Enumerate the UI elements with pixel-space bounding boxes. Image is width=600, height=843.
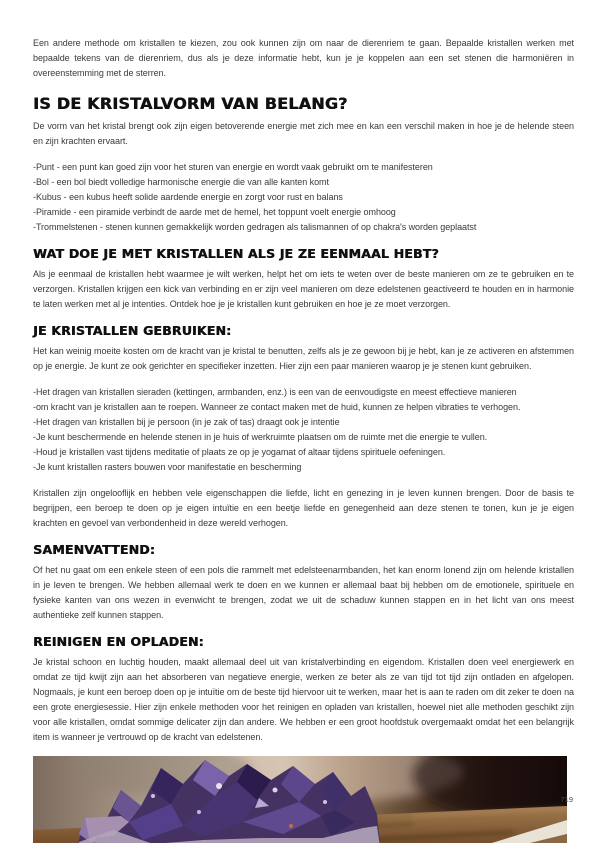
heading-wat-doe-je: WAT DOE JE MET KRISTALLEN ALS JE ZE EENMAAL HEBT? bbox=[33, 246, 439, 261]
page-content bbox=[33, 36, 574, 843]
amethyst-photo-graphic bbox=[33, 756, 567, 843]
kristalvorm-paragraph: De vorm van het kristal brengt ook zijn eigen betoverende energie met zich mee en kan een verschil maken in hoe je de helende steen en zijn krachten ervaart. bbox=[33, 121, 574, 146]
shape-list bbox=[33, 160, 574, 235]
reinigen-paragraph: Je kristal schoon en luchtig houden, maakt allemaal deel uit van kristalverbinding en eigendom. Kristallen doen veel energiewerk en omdat ze tijd kwijt zijn aan het absorberen van negatieve energie, werken ze beter als ze van tijd tot tijd zijn ontladen en afgelopen. Nogmaals, je kunt een beroep doen op je intuïtie om de beste tijd hiervoor uit te werken, maar het is aan te raden om dit zeker te doen na een grote energiesessie. Hier zijn enkele methoden voor het reinigen en opladen van kristallen, hoewel niet alle methoden geschikt zijn voor alle kristallen, omdat sommige delicater zijn dan andere. We hebben er een groot hoofdstuk overgemaakt omdat het een belangrijk item is wanneer je vertrouwd op de kracht van edelstenen. bbox=[33, 657, 574, 742]
list-item: -om kracht van je kristallen aan te roepen. Wanneer ze contact maken met de huid, kunnen ze helpen vibraties te verhogen. bbox=[33, 402, 521, 412]
list-item: -Je kunt beschermende en helende stenen in je huis of werkruimte plaatsen om de ruimte met die energie te vullen. bbox=[33, 432, 488, 442]
list-item: -Piramide - een piramide verbindt de aarde met de hemel, het toppunt voelt energie omhoog bbox=[33, 207, 396, 217]
page-number: 719 bbox=[560, 795, 573, 804]
list-item: -Kubus - een kubus heeft solide aardende energie en zorgt voor rust en balans bbox=[33, 192, 343, 202]
list-item: -Bol - een bol biedt volledige harmonische energie die van alle kanten komt bbox=[33, 177, 329, 187]
amethyst-photo bbox=[33, 756, 567, 843]
heading-reinigen: REINIGEN EN OPLADEN: bbox=[33, 634, 204, 649]
list-item: -Trommelstenen - stenen kunnen gemakkelijk worden gedragen als talismannen of op chakra's worden geplaatst bbox=[33, 222, 477, 232]
list-item: -Het dragen van kristallen sieraden (kettingen, armbanden, enz.) is een van de eenvoudigste en meest effectieve manieren bbox=[33, 387, 517, 397]
heading-gebruiken: JE KRISTALLEN GEBRUIKEN: bbox=[33, 323, 232, 338]
list-item: -Houd je kristallen vast tijdens meditatie of plaats ze op je yogamat of altaar tijdens spirituele oefeningen. bbox=[33, 447, 446, 457]
list-item: -Punt - een punt kan goed zijn voor het sturen van energie en wordt vaak gebruikt om te manifesteren bbox=[33, 162, 433, 172]
list-item: -Het dragen van kristallen bij je persoon (in je zak of tas) draagt ook je intentie bbox=[33, 417, 340, 427]
gebruiken-closing-paragraph: Kristallen zijn ongelooflijk en hebben vele eigenschappen die liefde, licht en genezing in je leven kunnen brengen. Door de basis te begrijpen, een beroep te doen op je eigen intuïtie en een beetje liefde en genegenheid aan deze stenen te tonen, kun je je eigen krachten en gevoel van verbondenheid in deze wereld verhogen. bbox=[33, 488, 574, 528]
wat-doe-je-paragraph: Als je eenmaal de kristallen hebt waarmee je wilt werken, helpt het om iets te weten over de beste manieren om ze te gebruiken en te verzorgen. Kristallen krijgen een kick van verbinding en er zijn veel manieren om deze edelstenen geactiveerd te houden en in harmonie te laten werken met al je intenties. Ontdek hoe je je kristallen kunt gebruiken en hoe je ze moet verzorgen. bbox=[33, 269, 574, 309]
usage-list bbox=[33, 385, 574, 475]
heading-samenvattend: SAMENVATTEND: bbox=[33, 542, 155, 557]
gebruiken-paragraph: Het kan weinig moeite kosten om de kracht van je kristal te benutten, zelfs als je ze gewoon bij je hebt, kan je ze activeren en afstemmen op je energie. Je kunt ze ook gerichter en specifieker inzetten. Hier zijn een paar manieren waarop je je stenen kunt gebruiken. bbox=[33, 346, 574, 371]
list-item: -Je kunt kristallen rasters bouwen voor manifestatie en bescherming bbox=[33, 462, 302, 472]
intro-paragraph: Een andere methode om kristallen te kiezen, zou ook kunnen zijn om naar de dierenriem te gaan. Bepaalde kristallen werken met bepaalde tekens van de dierenriem, dus als je deze informatie hebt, kun je je koppelen aan een set stenen die harmoniëren in overeenstemming met de sterren. bbox=[33, 38, 574, 78]
heading-kristalvorm: IS DE KRISTALVORM VAN BELANG? bbox=[33, 94, 348, 113]
samenvattend-paragraph: Of het nu gaat om een enkele steen of een pols die rammelt met edelsteenarmbanden, het kan enorm lonend zijn om helende kristallen in je leven te brengen. We hebben allemaal werk te doen en we kunnen er allemaal baat bij hebben om de emotionele, spirituele en fysieke kanten van ons wezen in evenwicht te brengen, zodat we uit de schaduw kunnen stappen en in het licht van ons meest authentieke zelf kunnen stappen. bbox=[33, 565, 574, 620]
